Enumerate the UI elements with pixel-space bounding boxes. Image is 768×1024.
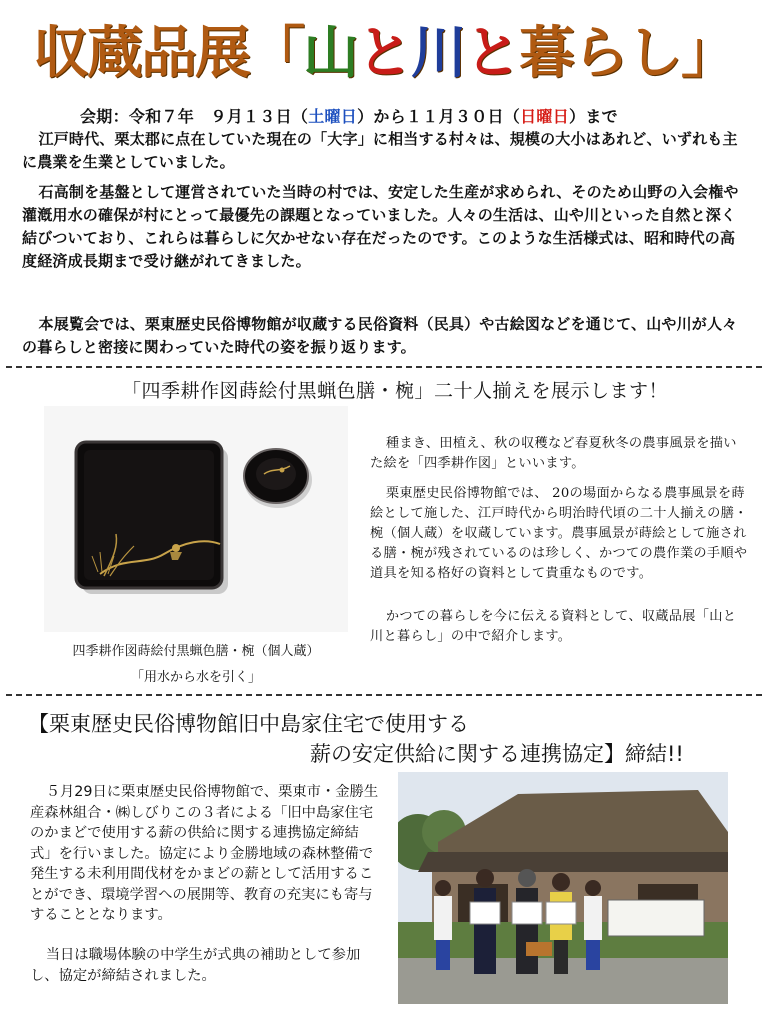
section2-paragraph-1: ５月29日に栗東歴史民俗博物館で、栗東市・金勝生産森林組合・㈱しびりこの３者による「旧中島家住宅のかまどで使用する薪の供給に関する連携協定締結式」を行いました。協定により金勝地域の森林整備で発生する未利用間伐材をかまどの薪として活用することができ、環境学習への展開等、教育の充実にも寄与することとなります。 (30, 784, 379, 923)
title-prefix: 収蔵品展「 (33, 20, 303, 86)
title-and-1: と (357, 20, 411, 86)
lacquerware-photo (44, 406, 348, 632)
ceremony-image (398, 772, 728, 1004)
section1-paragraph-1: 種まき、田植え、秋の収穫など春夏秋冬の農事風景を描いた絵を「四季耕作図」といいます。 (370, 436, 737, 471)
signing-ceremony-photo (398, 772, 728, 1004)
section2-heading-line2: 薪の安定供給に関する連携協定】締結!! (310, 742, 684, 766)
section1-paragraph-2: 栗東歴史民俗博物館では、 20の場面からなる農事風景を蒔絵として施した、江戸時代から明治時代頃の二十人揃えの膳・椀（個人蔵）を収蔵しています。農事風景が蒔絵として施される膳・椀が残されているのは珍しく、かつての農作業の手順や道具を知る格好の資料として貴重なものです。 (370, 486, 748, 581)
period-middle: ）から１１月３０日（ (357, 107, 521, 126)
section1-paragraph-3: かつての暮らしを今に伝える資料として、収蔵品展「山と川と暮らし」の中で紹介します。 (370, 609, 737, 644)
section2-paragraph-2: 当日は職場体験の中学生が式典の補助として参加し、協定が締結されました。 (30, 947, 361, 984)
photo-caption: 四季耕作図蒔絵付黒蝋色膳・椀（個人蔵） (72, 644, 320, 659)
period-end-day: 日曜日 (520, 107, 570, 126)
section-divider-1 (6, 366, 762, 368)
title-life: 暮らし (519, 20, 681, 86)
intro-paragraph-2: 石高制を基盤として運営されていた当時の村では、安定した生産が求められ、そのため山野の入会権や灌漑用水の確保が村にとって最優先の課題となっていました。人々の生活は、山や川といった自然と深く結びついており、これらは暮らしに欠かせない存在だったのです。このような生活様式は、昭和時代の高度経済成長期まで受け継がれてきました。 (22, 183, 739, 270)
period-start-day: 土曜日 (308, 107, 358, 126)
title-suffix: 」 (681, 20, 735, 86)
section-divider-2 (6, 694, 762, 696)
period-suffix: ）まで (569, 107, 618, 126)
intro-paragraph-3: 本展覧会では、栗東歴史民俗博物館が収蔵する民俗資料（民具）や古絵図などを通じて、山や川が人々の暮らしと密接に関わっていた時代の姿を振り返ります。 (22, 315, 738, 356)
title-river: 川 (411, 20, 465, 86)
exhibition-period (80, 104, 618, 127)
title-and-2: と (465, 20, 519, 86)
page-title (0, 18, 768, 88)
intro-paragraph-1: 江戸時代、栗太郡に点在していた現在の「大字」に相当する村々は、規模の大小はあれど、いずれも主に農業を生業としていました。 (22, 130, 738, 171)
period-prefix: 会期：令和７年 ９月１３日（ (80, 107, 309, 126)
title-mountain: 山 (303, 20, 357, 86)
section1-heading: 「四季耕作図蒔絵付黒蝋色膳・椀」二十人揃えを展示します！ (121, 380, 668, 402)
section2-heading-line1: 【栗東歴史民俗博物館旧中島家住宅で使用する (28, 712, 469, 736)
lacquer-tray-bowl-image (44, 406, 348, 632)
photo-subcaption: 「用水から水を引く」 (130, 670, 261, 685)
